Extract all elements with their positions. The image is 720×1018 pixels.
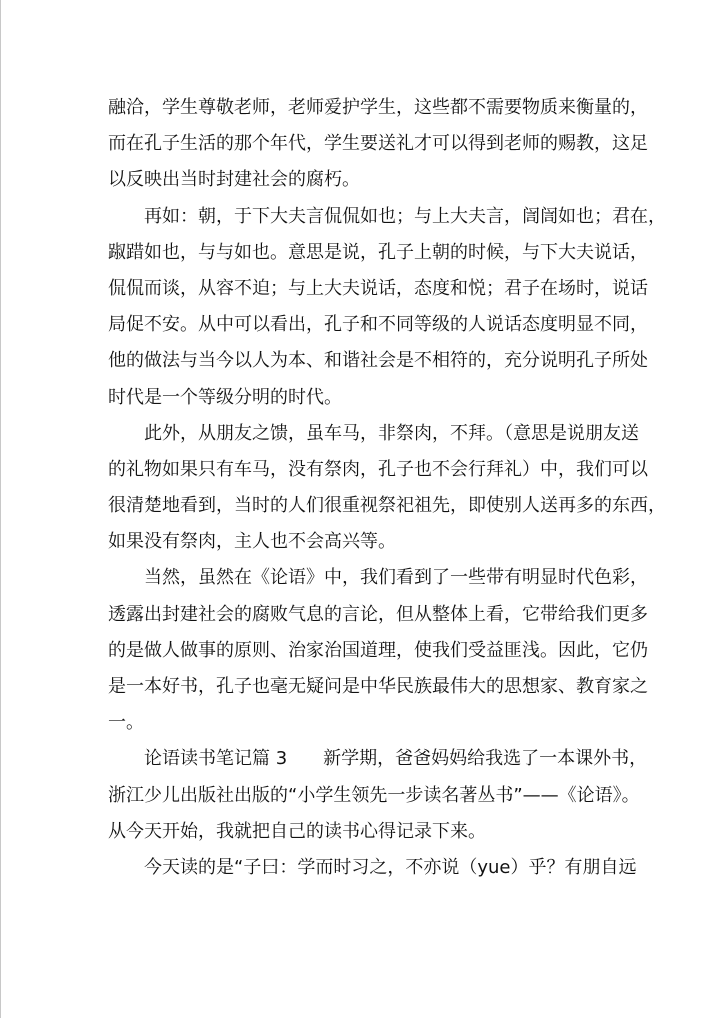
document-body: [108, 90, 666, 886]
text-line: 再如：朝，于下大夫言侃侃如也；与上大夫言，訚訚如也；君在，: [144, 205, 666, 227]
text-line: 踧踖如也，与与如也。意思是说，孔子上朝的时候，与下大夫说话，: [108, 241, 648, 263]
text-line: 是一本好书，孔子也毫无疑问是中华民族最伟大的思想家、教育家之: [108, 676, 648, 697]
text-line: 融洽，学生尊敬老师，老师爱护学生，这些都不需要物质来衡量的，: [108, 97, 648, 118]
text-line: 当然，虽然在《论语》中，我们看到了一些带有明显时代色彩，: [144, 567, 648, 589]
text-line: 以反映出当时封建社会的腐朽。: [108, 169, 360, 191]
text-line: 今天读的是“子曰：学而时习之，不亦说（yue）乎？有朋自远: [144, 856, 637, 878]
text-line: 论语读书笔记篇 3 新学期，爸爸妈妈给我选了一本课外书，: [144, 748, 648, 770]
text-line: 此外，从朋友之馈，虽车马，非祭肉，不拜。（意思是说朋友送: [144, 422, 639, 444]
text-line: 局促不安。从中可以看出，孔子和不同等级的人说话态度明显不同，: [108, 314, 648, 336]
text-line: 时代是一个等级分明的时代。: [108, 386, 342, 408]
text-line: 浙江少儿出版社出版的“小学生领先一步读名著丛书”——《论语》。: [108, 784, 640, 806]
text-line: 而在孔子生活的那个年代，学生要送礼才可以得到老师的赐教，这足: [108, 133, 648, 155]
text-line: 透露出封建社会的腐败气息的言论，但从整体上看，它带给我们更多: [108, 603, 648, 625]
text-line: 的是做人做事的原则、治家治国道理，使我们受益匪浅。因此，它仍: [108, 639, 648, 661]
text-line: 很清楚地看到，当时的人们很重视祭祀祖先，即使别人送再多的东西，: [108, 495, 666, 517]
text-line: 他的做法与当今以人为本、和谐社会是不相符的，充分说明孔子所处: [108, 350, 648, 372]
text-line: 如果没有祭肉，主人也不会高兴等。: [108, 531, 396, 553]
text-line: 侃侃而谈，从容不迫；与上大夫说话，态度和悦；君子在场时，说话: [108, 277, 648, 299]
text-line: 一。: [108, 712, 144, 734]
page-edge: [0, 0, 1, 1018]
text-line: 的礼物如果只有车马，没有祭肉，孔子也不会行拜礼）中，我们可以: [108, 458, 648, 480]
text-line: 从今天开始，我就把自己的读书心得记录下来。: [108, 820, 486, 842]
